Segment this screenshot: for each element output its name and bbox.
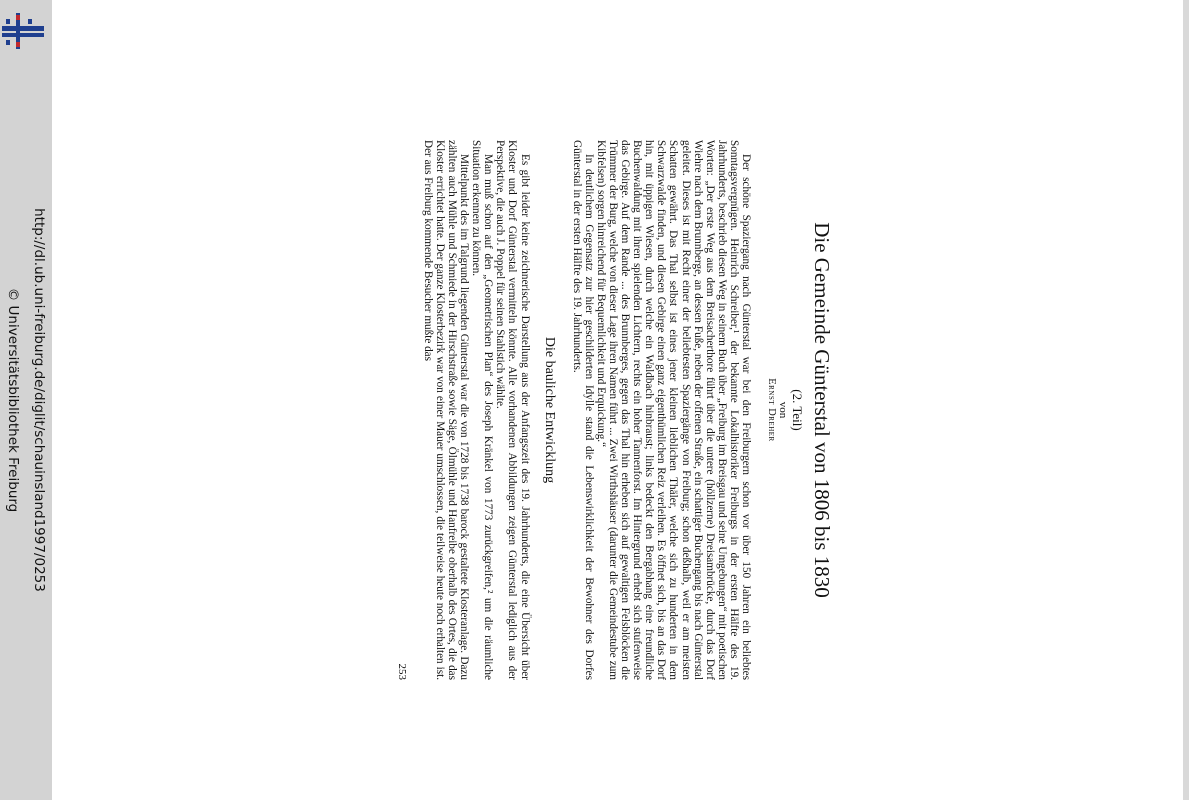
viewer-sidebar xyxy=(0,0,52,800)
paragraph-intro: Der schöne Spaziergang nach Günterstal war bei den Freiburgern schon vor über 150 Jahren ein beliebtes Sonntagsvergnügen. Heinrich Schreiber,¹ der bekannte Lokalhistoriker Freiburgs in der ersten Hälfte des 19. Jahrhunderts, beschrieb diesen Weg in seinem Buch über „Freiburg im Breisgau und seine Umgebungen“ mit poetischen Worten: „Der erste Weg aus dem Breisacherthore führt über die untere (höllzerne) Dreisambrücke, durch das Dorf Wiehre nach dem Brunnberge, an dessen Fuße, neben der offenen Straße, ein schattiger Buchengang bis nach Günterstal geleitet. Dieses ist mit Recht einer der beliebtesten Spaziergänge von Freiburg; schon deßhalb, weil er am meisten Schatten gewährt. Das Thal selbst ist eines jener kleinen lieblichen Thäler, welche sich zu hunderten in dem Schwarzwalde finden, und diesen Gebirge einen ganz eigenthümlichen Reiz verleihen. Es öffnet sich, bis an das Dorf hin, mit üppigen Wiesen, durch welche ein Waldbach hinbraust; links bedeckt den Bergabhang eine freundliche Buchenwaldung mit ihren spielenden Lichtern, rechts ein hoher Tannenforst. Im Hintergrund erhebt sich stufenweise das Gebirge. Auf dem Rande ... des Brunnberges, gegen das Thal hin erheben sich auf gewaltigen Felsblöcken die Trümmer der Burg, welche von dieser Lage ihren Namen führt ... Zwei Wirthshäuser (darunter die Gemeindestube zum Kibfelsen) sorgen hinreichend für Bequemlichkeit und Erquickung.“ xyxy=(594,140,752,680)
section-paragraph: Es gibt leider keine zeichnerische Darstellung aus der Anfangszeit des 19. Jahrhunderts, die eine Übersicht über Kloster und Dorf Günterstal vermitteln könnte. Alle vorhandenen Abbildungen zeigen Günterstal lediglich aus der Perspektive, die auch J. Poppel für seinen Stahlstich wählte. xyxy=(494,140,531,680)
paragraph-contrast: In deutlichem Gegensatz zur hier geschilderten Idylle stand die Lebenswirklichkeit der Bewohner des Dorfes Günterstal in der ersten Hälfte des 19. Jahrhunderts. xyxy=(570,140,595,680)
copyright-notice: © Universitätsbibliothek Freiburg xyxy=(5,287,21,513)
page-number: 253 xyxy=(395,663,408,680)
byline: von xyxy=(777,401,789,419)
document-url[interactable]: http://dl.ub.uni-freiburg.de/diglit/schauinsland1997/0253 xyxy=(31,208,47,592)
sidebar-caption xyxy=(0,10,52,790)
document-page xyxy=(235,140,835,680)
section-paragraph: Mittelpunkt des im Talgrund liegenden Günterstal war die von 1728 bis 1738 barock gestaltete Klosteranlage. Dazu zählten auch Mühle und Schmiede in der Hirschstraße sowie Säge, Ölmühle und Hanfreibe oberhalb des Ortes, die das Kloster errichtet hatte. Der ganze Klosterbezirk war von einer Mauer umschlossen, die teilweise heute noch erhalten ist. Der aus Freiburg kommende Besucher mußte das xyxy=(421,140,471,680)
section-paragraph: Man muß schon auf den „Geometrischen Plan“ des Joseph Kränkel von 1773 zurückgreifen,² um die räumliche Situation erkennen zu können. xyxy=(470,140,495,680)
author-name: Ernst Dreher xyxy=(766,378,777,442)
section-heading: Die bauliche Entwicklung xyxy=(541,336,557,484)
article-subtitle: (2. Teil) xyxy=(790,389,805,431)
article-title: Die Gemeinde Günterstal von 1806 bis 1830 xyxy=(810,222,834,598)
scrollbar-strip[interactable] xyxy=(1183,0,1189,800)
